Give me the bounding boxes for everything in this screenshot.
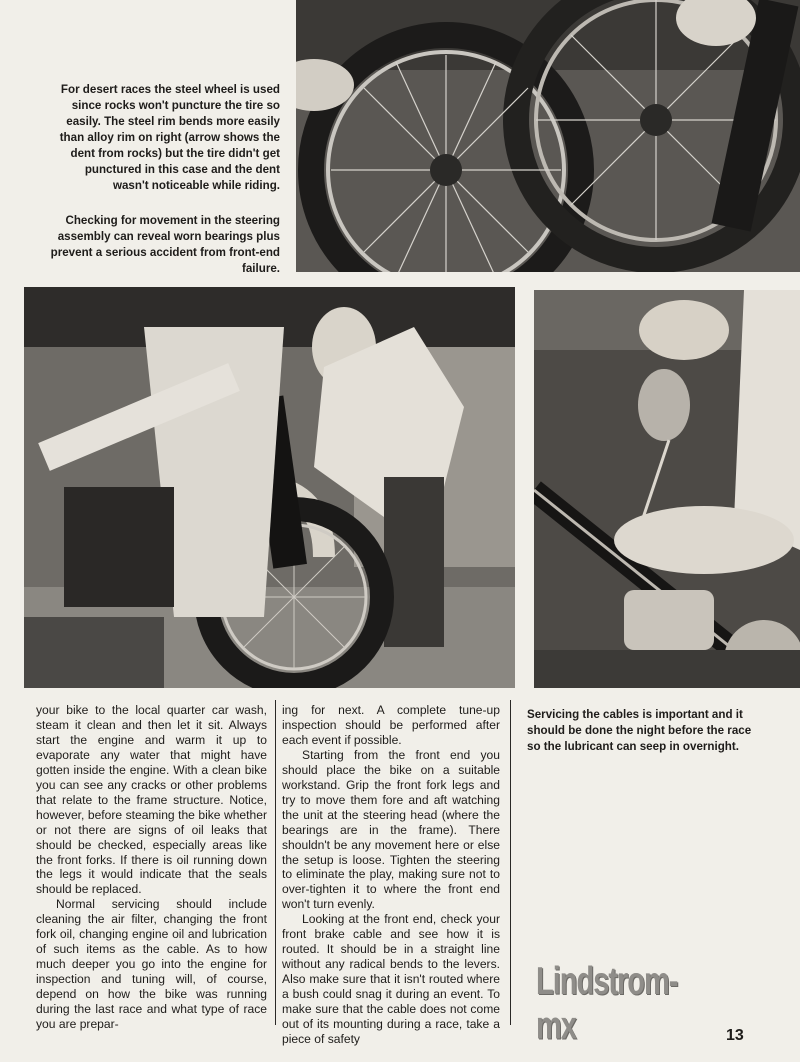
article-column-2 xyxy=(282,703,500,1047)
paragraph: Looking at the front end, check your front brake cable and see how it is routed. It should be in a straight line without any radical bends to the levers. Also make sure that it isn't routed where a bush could snag it during an event. To make sure that the cable does not come out of its mounting during a race, take a piece of safety xyxy=(282,912,500,1046)
photo-wheels xyxy=(296,0,800,272)
caption-steering: Checking for movement in the steering assembly can reveal worn bearings plus prevent a serious accident from front-end failure. xyxy=(50,214,280,275)
page-number: 13 xyxy=(726,1027,744,1044)
caption-steel-wheel: For desert races the steel wheel is used since rocks won't puncture the tire so easily. The steel rim bends more easily than alloy rim on right (arrow shows the dent from rocks) but the tire didn't get punctured in this case and the dent wasn't noticeable while riding. xyxy=(59,83,280,192)
paragraph: Normal servicing should include cleaning the air filter, changing the front fork oil, changing engine oil and lubrication of such items as the cable. As to how much deeper you go into the engine for inspection and tuning will, of course, depend on how the bike was running during the last race and what type of race you are prepar- xyxy=(36,897,267,1032)
paragraph: ing for next. A complete tune-up inspection should be performed after each event if possible. xyxy=(282,703,500,747)
paragraph: Starting from the front end you should place the bike on a suitable workstand. Grip the front fork legs and try to move them fore and aft watching the unit at the steering head (where the bearings are in the frame). There shouldn't be any movement here or else the setup is loose. Tighten the steering to eliminate the play, making sure not to over-tighten it to where the front end won't turn evenly. xyxy=(282,747,500,912)
paragraph: your bike to the local quarter car wash, steam it clean and then let it sit. Always start the engine and warm it up to evaporate any water that might have gotten inside the engine. With a clean bike you can see any cracks or other problems that relate to the frame structure. Notice, however, before steaming the bike whether or not there are signs of oil leaks that should be checked, especially areas like the front forks. If there is oil running down the legs it would indicate that the seals should be replaced. xyxy=(36,703,267,897)
column-divider xyxy=(510,700,511,1025)
photo-steering-check xyxy=(24,287,515,688)
column-divider xyxy=(275,700,276,1025)
article-column-1 xyxy=(36,703,267,1032)
watermark-logo: Lindstrom-mx xyxy=(536,960,678,1048)
photo-cable-lubrication xyxy=(534,290,800,688)
caption-cables: Servicing the cables is important and it should be done the night before the race so the lubricant can seep in overnight. xyxy=(527,708,752,753)
